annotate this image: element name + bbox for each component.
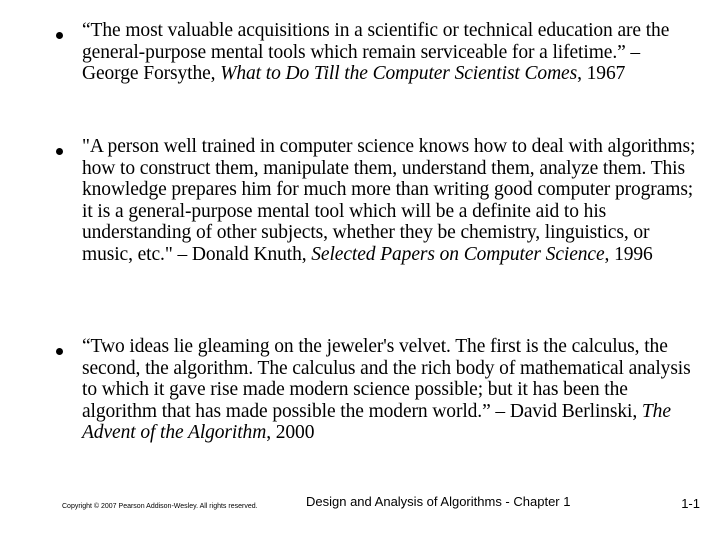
quote-source-title: The Advent of the Algorithm <box>82 400 671 443</box>
quote-source-title: What to Do Till the Computer Scientist Comes <box>220 63 578 84</box>
bullet-icon <box>56 348 63 355</box>
quote-body: “Two ideas lie gleaming on the jeweler's velvet. The first is the calculus, the second, the algorithm. The calculus and the rich body of mathematical analysis to which it gave rise made modern science possible; but it has been the algorithm that has made possible the modern world.” – David Berlinski, <box>82 336 691 422</box>
quote-body: “The most valuable acquisitions in a scientific or technical education are the general-purpose mental tools which remain serviceable for a lifetime.” – George Forsythe, <box>82 20 670 84</box>
page-number: 1-1 <box>681 496 700 511</box>
quote-body: "A person well trained in computer science knows how to deal with algorithms; how to construct them, manipulate them, understand them, analyze them. This knowledge prepares him for much more than writing good computer programs; it is a general-purpose mental tool which will be a definite aid to his understanding of other subjects, whether they be chemistry, linguistics, or music, etc." – Donald Knuth, <box>82 136 696 265</box>
bullet-icon <box>56 32 63 39</box>
quote-text <box>82 20 700 85</box>
footer-title: Design and Analysis of Algorithms - Chapter 1 <box>306 494 571 509</box>
quote-year: , 1967 <box>577 63 626 84</box>
quote-text <box>82 136 700 265</box>
quote-year: , 1996 <box>604 243 653 265</box>
footer-copyright: Copyright © 2007 Pearson Addison-Wesley. All rights reserved. <box>62 503 258 510</box>
quote-year: , 2000 <box>266 422 315 443</box>
bullet-icon <box>56 148 63 155</box>
quote-source-title: Selected Papers on Computer Science <box>311 243 605 265</box>
quote-text <box>82 336 700 444</box>
